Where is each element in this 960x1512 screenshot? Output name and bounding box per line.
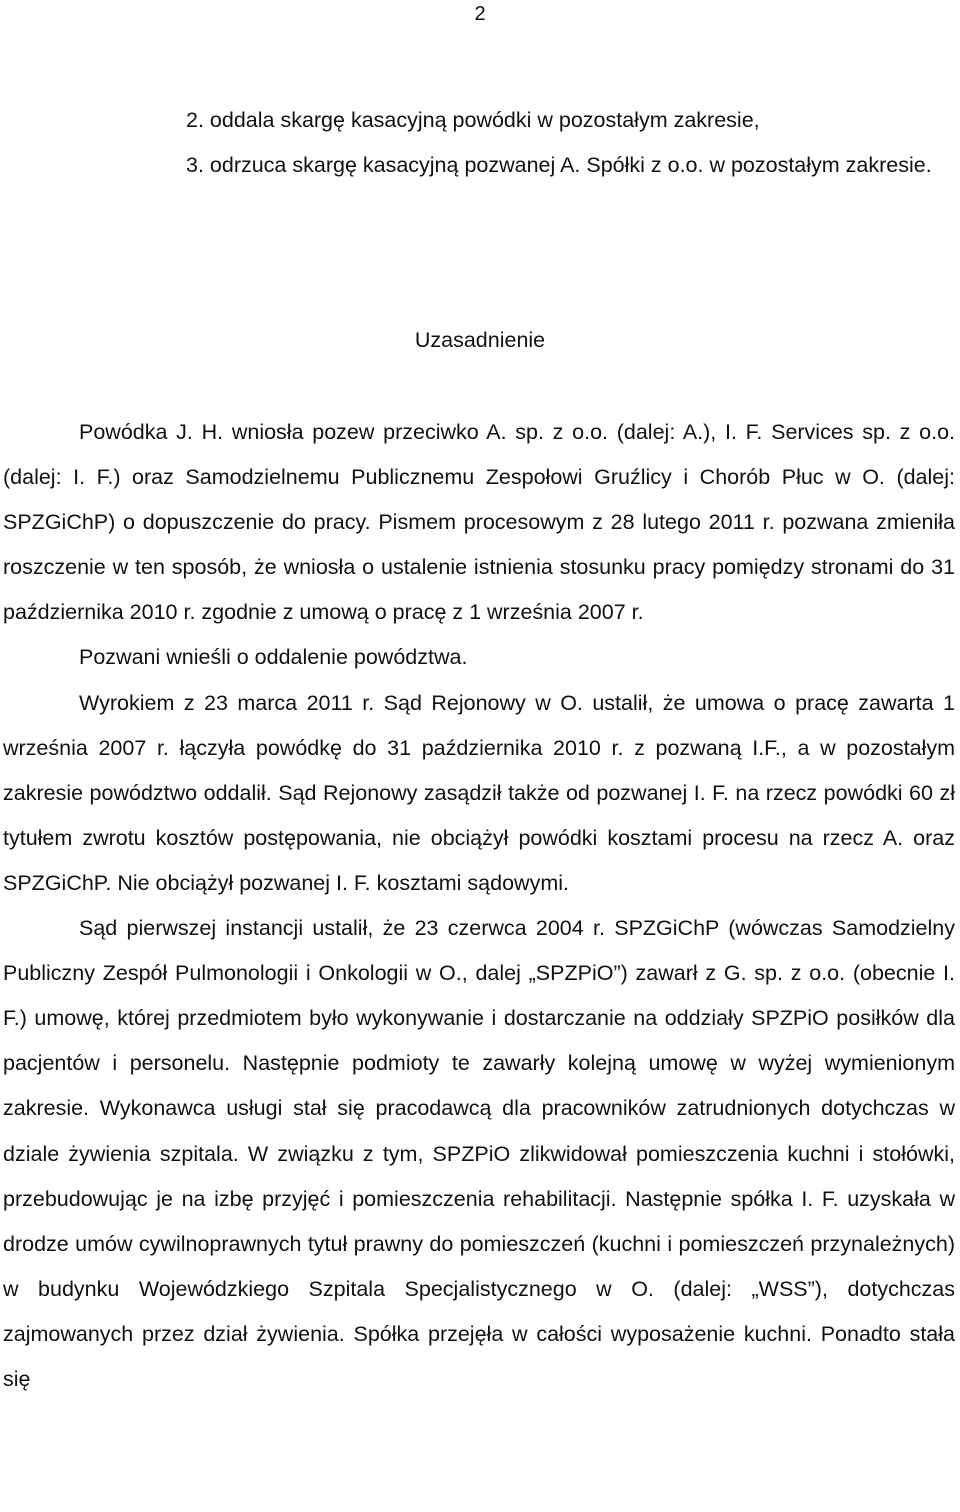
decision-item-3: 3. odrzuca skargę kasacyjną pozwanej A. Spółki z o.o. w pozostałym zakresie.: [186, 153, 932, 177]
decision-list: [3, 98, 955, 188]
paragraph: Sąd pierwszej instancji ustalił, że 23 czerwca 2004 r. SPZGiChP (wówczas Samodzielny Publiczny Zespół Pulmonologii i Onkologii w O., dalej „SPZPiO”) zawarł z G. sp. z o.o. (obecnie I. F.) umowę, której przedmiotem było wykonywanie i dostarczanie na oddziały SPZPiO posiłków dla pacjentów i personelu. Następnie podmioty te zawarły kolejną umowę w wyżej wymienionym zakresie. Wykonawca usługi stał się pracodawcą dla pracowników zatrudnionych dotychczas w dziale żywienia szpitala. W związku z tym, SPZPiO zlikwidował pomieszczenia kuchni i stołówki, przebudowując je na izbę przyjęć i pomieszczenia rehabilitacji. Następnie spółka I. F. uzyskała w drodze umów cywilnoprawnych tytuł prawny do pomieszczeń (kuchni i pomieszczeń przynależnych) w budynku Wojewódzkiego Szpitala Specjalistycznego w O. (dalej: „WSS”), dotychczas zajmowanych przez dział żywienia. Spółka przejęła w całości wyposażenie kuchni. Ponadto stała się: [3, 916, 955, 1391]
justification-body: [3, 410, 955, 1402]
paragraph: Pozwani wnieśli o oddalenie powództwa.: [79, 645, 468, 670]
paragraph: Wyrokiem z 23 marca 2011 r. Sąd Rejonowy w O. ustalił, że umowa o pracę zawarta 1 września 2007 r. łączyła powódkę do 31 października 2010 r. z pozwaną I.F., a w pozostałym zakresie powództwo oddalił. Sąd Rejonowy zasądził także od pozwanej I. F. na rzecz powódki 60 zł tytułem zwrotu kosztów postępowania, nie obciążył powódki kosztami procesu na rzecz A. oraz SPZGiChP. Nie obciążył pozwanej I. F. kosztami sądowymi.: [3, 690, 955, 895]
section-heading: Uzasadnienie: [414, 328, 546, 352]
paragraph: Powódka J. H. wniosła pozew przeciwko A. sp. z o.o. (dalej: A.), I. F. Services sp. z o.o. (dalej: I. F.) oraz Samodzielnemu Publicznemu Zespołowi Gruźlicy i Chorób Płuc w O. (dalej: SPZGiChP) o dopuszczenie do pracy. Pismem procesowym z 28 lutego 2011 r. pozwana zmieniła roszczenie w ten sposób, że wniosła o ustalenie istnienia stosunku pracy pomiędzy stronami do 31 października 2010 r. zgodnie z umową o pracę z 1 września 2007 r.: [3, 420, 955, 625]
decision-item-2: 2. oddala skargę kasacyjną powódki w pozostałym zakresie,: [186, 108, 760, 132]
page-number: 2: [474, 3, 486, 25]
